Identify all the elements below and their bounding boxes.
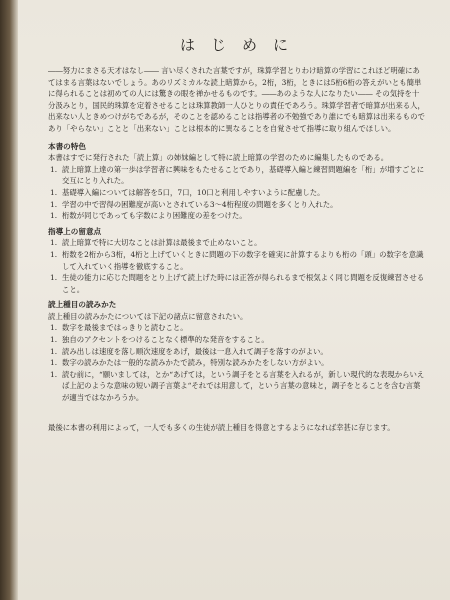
- item-number: 1.: [50, 187, 58, 197]
- item-text: 生徒の能力に応じた問題をとり上げて読上げた時には正答が得られるまで根気よく同じ問題を反復練習させること。: [62, 273, 425, 294]
- features-lead: 本書はすでに発行された「読上算」の姉妹編として特に読上暗算の学習のために編集したものである。: [48, 153, 389, 163]
- reading-heading: 読上種目の読みかた: [48, 300, 117, 310]
- reading-lead: 読上種目の読みかたについては下記の諸点に留意されたい。: [48, 311, 248, 321]
- item-number: 1.: [50, 358, 58, 368]
- intro-paragraph: ――努力にまさる天才はなし―― 言い尽くされた言葉ですが，珠算学習とりわけ暗算の学習にこれほど明確にあてはまる言葉はないでしょう。あのリズミカルな読上暗算から，2桁，3桁，ときには5桁6桁の答えがいとも簡単に得られることは初めての人には驚きの眼を禅かせるものです。――あのような人になりたい―― その気持を十分汲みとり，国民的珠算を定着させることは珠算教師一人ひとりの責任であろう。珠算学習者で暗算が出来る人，出来ない人ときめつけがちであるが，そのことを認めることは指導者の不勉強であり誰にでも暗算は出来るものであり「やらない」ことと「出来ない」ことは根本的に異なることを自覚させて指導に取り組んでほしい。: [48, 66, 425, 133]
- reading-item: [48, 369, 426, 404]
- item-number: 1.: [50, 369, 58, 379]
- features-item: [48, 210, 426, 222]
- item-text: 数字の読みかたは一般的な読みかたで読み，特別な読みかたをしない方がよい。: [62, 358, 329, 368]
- item-text: 基礎導入編については解答を5口，7口，10口と利用しやすいように配慮した。: [62, 187, 325, 197]
- closing-paragraph: 最後に本書の利用によって，一人でも多くの生徒が読上種目を得意とするようになれば幸甚に存じます。: [48, 422, 395, 432]
- item-text: 学習の中で習得の困難度が高いとされている3～4桁程度の問題を多くとり入れた。: [62, 199, 338, 209]
- features-item: [48, 164, 426, 187]
- guidance-item: [48, 249, 426, 272]
- item-number: 1.: [50, 211, 58, 221]
- reading-item: [48, 357, 426, 369]
- item-text: 読上暗算で特に大切なことは計算は最後まで止めないこと。: [62, 238, 262, 248]
- reading-section: [48, 299, 426, 403]
- features-item: [48, 199, 426, 211]
- item-number: 1.: [50, 335, 58, 345]
- item-number: 1.: [50, 249, 58, 259]
- features-item: [48, 187, 426, 199]
- guidance-item: [48, 237, 426, 249]
- item-number: 1.: [50, 164, 58, 174]
- item-text: 桁数を2桁から3桁，4桁と上げていくときに問題の下の数字を確実に計算するよりも桁の「頭」の数字を意識して入れていく指導を徹底すること。: [62, 249, 424, 271]
- guidance-heading: 指導上の留意点: [48, 226, 102, 236]
- reading-item: [48, 334, 426, 346]
- item-text: 数字を最後まではっきりと読むこと。: [62, 323, 188, 333]
- document-page: [18, 0, 450, 600]
- item-text: 読む前に，“願いましては，とか“あげては，という調子をとる言葉を入れるが，新しい現代的な表現からいえば上記のような意味の短い調子言葉よ“それでは用意して，という言葉の意味と，調子をとることを含む言葉が適当ではなかろうか。: [62, 369, 425, 403]
- page-title: はじめに: [179, 36, 304, 54]
- guidance-section: [48, 226, 426, 296]
- reading-item: [48, 322, 426, 334]
- item-number: 1.: [50, 273, 58, 283]
- book-binding-shadow: [0, 0, 18, 600]
- item-number: 1.: [50, 346, 58, 356]
- features-heading: 本書の特色: [48, 141, 86, 151]
- item-text: 桁数が同じであっても字数により困難度の差をつけた。: [62, 211, 247, 221]
- item-number: 1.: [50, 238, 58, 248]
- reading-item: [48, 346, 426, 358]
- item-number: 1.: [50, 323, 58, 333]
- item-text: 読み出しは速度を落し順次速度をあげ，最後は一息入れて調子を落すのがよい。: [62, 346, 328, 356]
- features-section: [48, 141, 426, 222]
- item-number: 1.: [50, 199, 58, 209]
- item-text: 読上暗算上達の第一歩は学習者に興味をもたせることであり，基礎導入編と練習問題編を「桁」が増すごとに交互にとり入れた。: [62, 164, 425, 186]
- item-text: 独自のアクセントをつけることなく標準的な発音をすること。: [62, 335, 269, 345]
- guidance-item: [48, 272, 426, 295]
